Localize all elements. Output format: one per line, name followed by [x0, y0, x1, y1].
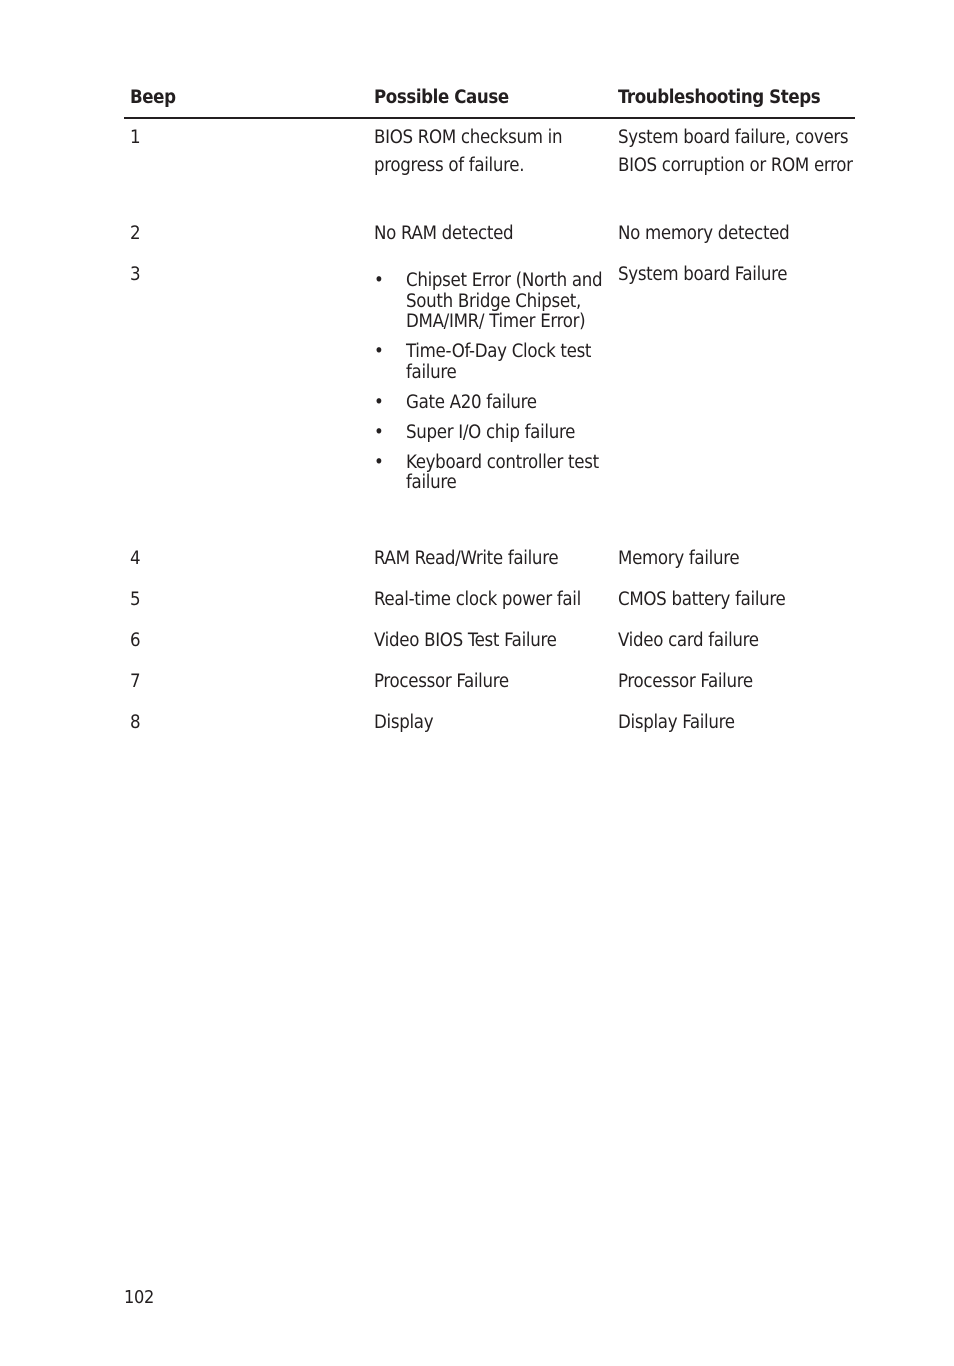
- troubleshooting-step: System board failure, covers BIOS corruption or ROM error: [618, 127, 853, 176]
- troubleshooting-step: Processor Failure: [618, 671, 753, 692]
- beep-count: 7: [130, 671, 141, 692]
- table-row: [124, 261, 855, 521]
- page-number: 102: [124, 1287, 155, 1308]
- table-row: [124, 627, 855, 657]
- possible-cause: Video BIOS Test Failure: [374, 630, 557, 651]
- troubleshooting-step: Video card failure: [618, 630, 759, 651]
- table-header: [124, 86, 855, 119]
- list-item-text: Chipset Error (North and South Bridge Chipset, DMA/IMR/ Timer Error): [406, 270, 603, 332]
- beep-count: 3: [130, 264, 141, 285]
- bullet-icon: •: [374, 270, 384, 291]
- list-item: [374, 423, 614, 444]
- table-row: [124, 586, 855, 616]
- possible-cause: No RAM detected: [374, 223, 514, 244]
- possible-cause-list: [374, 271, 614, 503]
- table-row: [124, 709, 855, 739]
- table-row: [124, 545, 855, 575]
- beep-count: 5: [130, 589, 141, 610]
- beep-code-table: [124, 86, 855, 733]
- table-row: [124, 124, 855, 214]
- beep-count: 2: [130, 223, 141, 244]
- troubleshooting-step: CMOS battery failure: [618, 589, 786, 610]
- list-item-text: Keyboard controller test failure: [406, 451, 599, 493]
- beep-count: 8: [130, 712, 141, 733]
- bullet-icon: •: [374, 391, 384, 413]
- list-item-text: Super I/O chip failure: [406, 421, 576, 443]
- beep-count: 4: [130, 548, 141, 569]
- possible-cause: Processor Failure: [374, 671, 509, 692]
- header-troubleshooting-steps: Troubleshooting Steps: [618, 87, 821, 108]
- bullet-icon: •: [374, 341, 384, 362]
- header-possible-cause: Possible Cause: [374, 87, 509, 108]
- troubleshooting-step: Display Failure: [618, 712, 735, 733]
- list-item: [374, 271, 614, 333]
- possible-cause: RAM Read/Write failure: [374, 548, 559, 569]
- troubleshooting-step: No memory detected: [618, 223, 790, 244]
- list-item: [374, 342, 614, 383]
- header-beep: Beep: [130, 87, 176, 108]
- list-item-text: Time-Of-Day Clock test failure: [406, 341, 592, 383]
- list-item: [374, 393, 614, 414]
- table-row: [124, 220, 855, 250]
- troubleshooting-step: System board Failure: [618, 264, 788, 285]
- table-row: [124, 668, 855, 698]
- list-item-text: Gate A20 failure: [406, 391, 537, 413]
- beep-count: 1: [130, 127, 141, 148]
- troubleshooting-step: Memory failure: [618, 548, 740, 569]
- possible-cause: BIOS ROM checksum in progress of failure.: [374, 127, 563, 176]
- beep-count: 6: [130, 630, 141, 651]
- list-item: [374, 453, 614, 494]
- bullet-icon: •: [374, 451, 384, 473]
- possible-cause: Real-time clock power fail: [374, 589, 581, 610]
- bullet-icon: •: [374, 421, 384, 443]
- possible-cause: Display: [374, 712, 434, 733]
